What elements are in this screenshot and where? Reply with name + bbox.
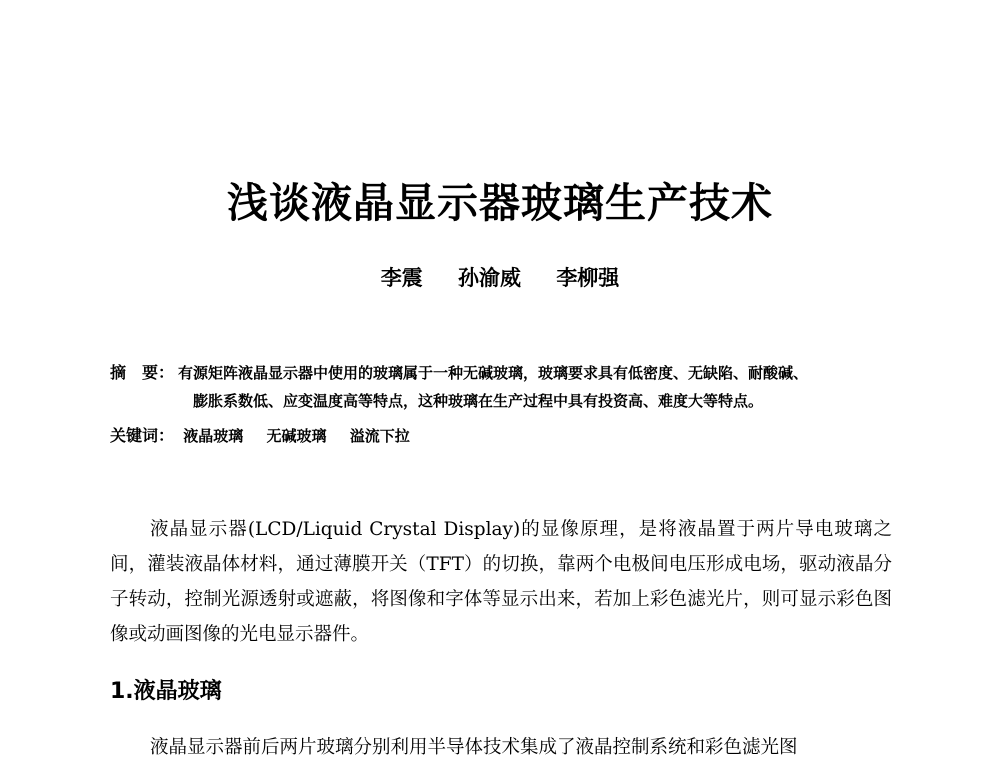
abstract-line-2 [193,390,763,411]
keywords-label: 关键词： [110,426,175,445]
abstract-text: 膨胀系数低、应变温度高等特点，这种玻璃在生产过程中具有投资高、难度大等特点。 [193,392,764,410]
keyword: 液晶玻璃 [183,427,244,445]
keywords-line [110,423,428,446]
intro-paragraph: 液晶显示器(LCD/Liquid Crystal Display)的显像原理，是将液晶置于两片导电玻璃之间，灌装液晶体材料，通过薄膜开关（TFT）的切换，靠两个电极间电压形成电场，驱动液晶分子转动，控制光源透射或遮蔽，将图像和字体等显示出来，若加上彩色滤光片，则可显示彩色图像或动画图像的光电显示器件。 [110,519,892,645]
author-name: 孙渝威 [458,265,521,290]
abstract-text: 有源矩阵液晶显示器中使用的玻璃属于一种无碱玻璃，玻璃要求具有低密度、无缺陷、耐酸碱、 [178,364,809,382]
keyword: 溢流下拉 [349,427,410,445]
section-heading: 1.液晶玻璃 [110,679,222,704]
section-paragraph: 液晶显示器前后两片玻璃分别利用半导体技术集成了液晶控制系统和彩色滤光图 [150,737,798,758]
author-name: 李震 [380,265,423,290]
abstract-line-1 [110,360,808,383]
abstract-label: 摘 要： [110,363,175,382]
paper-title: 浅谈液晶显示器玻璃生产技术 [227,179,773,227]
author-list [0,262,1000,292]
keyword: 无碱玻璃 [266,427,327,445]
author-name: 李柳强 [556,265,620,290]
